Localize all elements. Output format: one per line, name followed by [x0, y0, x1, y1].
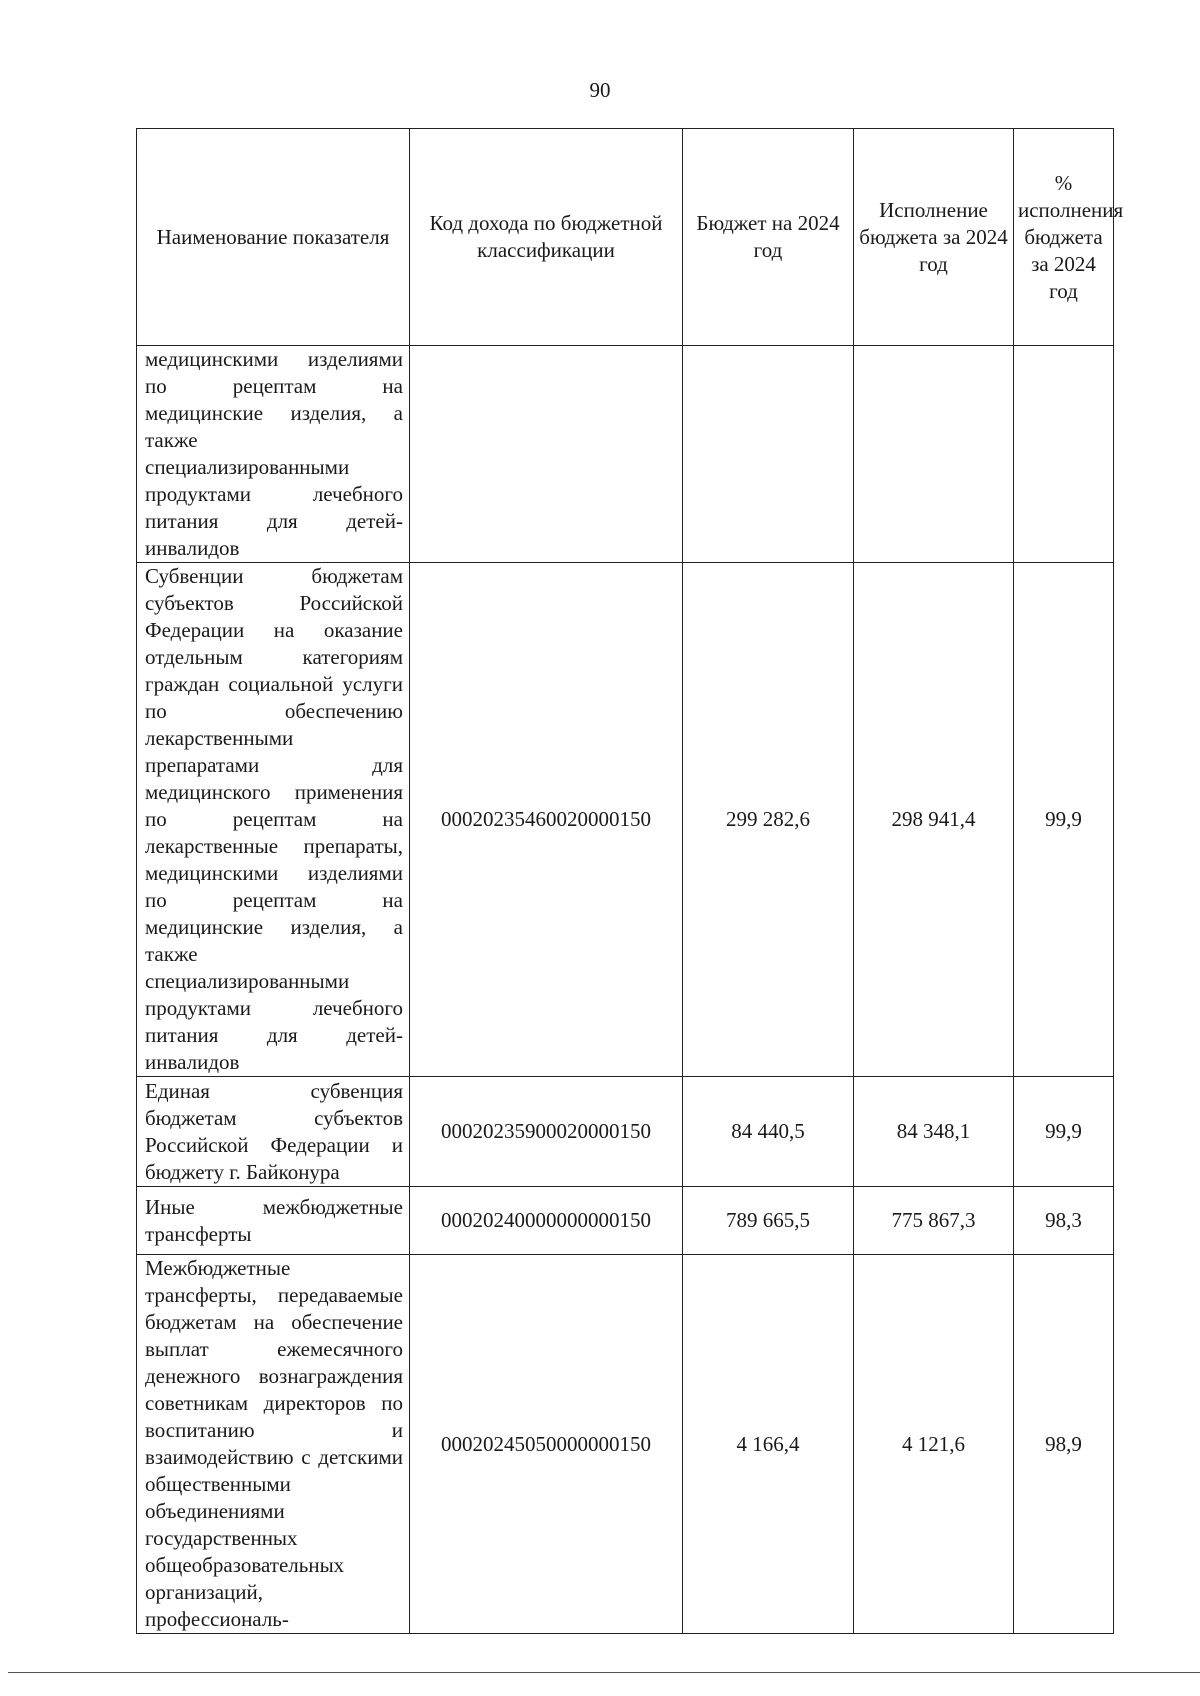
row-percent: 98,3	[1014, 1187, 1114, 1255]
row-budget: 299 282,6	[683, 563, 854, 1077]
row-percent	[1014, 346, 1114, 563]
row-execution: 775 867,3	[854, 1187, 1014, 1255]
footer-rule	[8, 1672, 1200, 1673]
row-name: Единая субвенция бюджетам субъектов Российской Федерации и бюджету г. Байконура	[137, 1077, 410, 1187]
row-code: 00020235900020000150	[410, 1077, 683, 1187]
row-code: 00020235460020000150	[410, 563, 683, 1077]
row-name: Иные межбюджетные трансферты	[137, 1187, 410, 1255]
row-execution	[854, 346, 1014, 563]
row-percent: 98,9	[1014, 1255, 1114, 1634]
row-code: 00020245050000000150	[410, 1255, 683, 1634]
table-row	[137, 1255, 1114, 1634]
row-name: медицинскими изделиями по рецептам на медицинские изделия, а также специализированными продуктами лечебного питания для детей-инвалидов	[137, 346, 410, 563]
row-execution: 84 348,1	[854, 1077, 1014, 1187]
page-number: 90	[589, 78, 611, 102]
row-percent: 99,9	[1014, 1077, 1114, 1187]
header-name: Наименование показателя	[137, 129, 410, 346]
row-budget: 789 665,5	[683, 1187, 854, 1255]
table-row	[137, 346, 1114, 563]
header-budget: Бюджет на 2024 год	[683, 129, 854, 346]
row-code	[410, 346, 683, 563]
header-execution: Исполнение бюджета за 2024 год	[854, 129, 1014, 346]
row-name: Субвенции бюджетам субъектов Российской Федерации на оказание отдельным категориям граждан социальной услуги по обеспечению лекарственными препаратами для медицинского применения по рецептам на лекарственные препараты, медицинскими изделиями по рецептам на медицинские изделия, а также специализированными продуктами лечебного питания для детей-инвалидов	[137, 563, 410, 1077]
table-row	[137, 1077, 1114, 1187]
table-header-row	[137, 129, 1114, 346]
table-row	[137, 563, 1114, 1077]
row-code: 00020240000000000150	[410, 1187, 683, 1255]
row-percent: 99,9	[1014, 563, 1114, 1077]
row-execution: 4 121,6	[854, 1255, 1014, 1634]
header-percent: % исполнения бюджета за 2024 год	[1014, 129, 1114, 346]
row-budget: 4 166,4	[683, 1255, 854, 1634]
table-row	[137, 1187, 1114, 1255]
row-budget: 84 440,5	[683, 1077, 854, 1187]
row-budget	[683, 346, 854, 563]
budget-execution-table	[136, 128, 1124, 1634]
header-code: Код дохода по бюджетной классификации	[410, 129, 683, 346]
row-execution: 298 941,4	[854, 563, 1014, 1077]
row-name: Межбюджетные трансферты, передаваемые бюджетам на обеспечение выплат ежемесячного денежного вознаграждения советникам директоров по воспитанию и взаимодействию с детскими общественными объединениями государственных общеобразовательных организаций, профессиональ-	[137, 1255, 410, 1634]
